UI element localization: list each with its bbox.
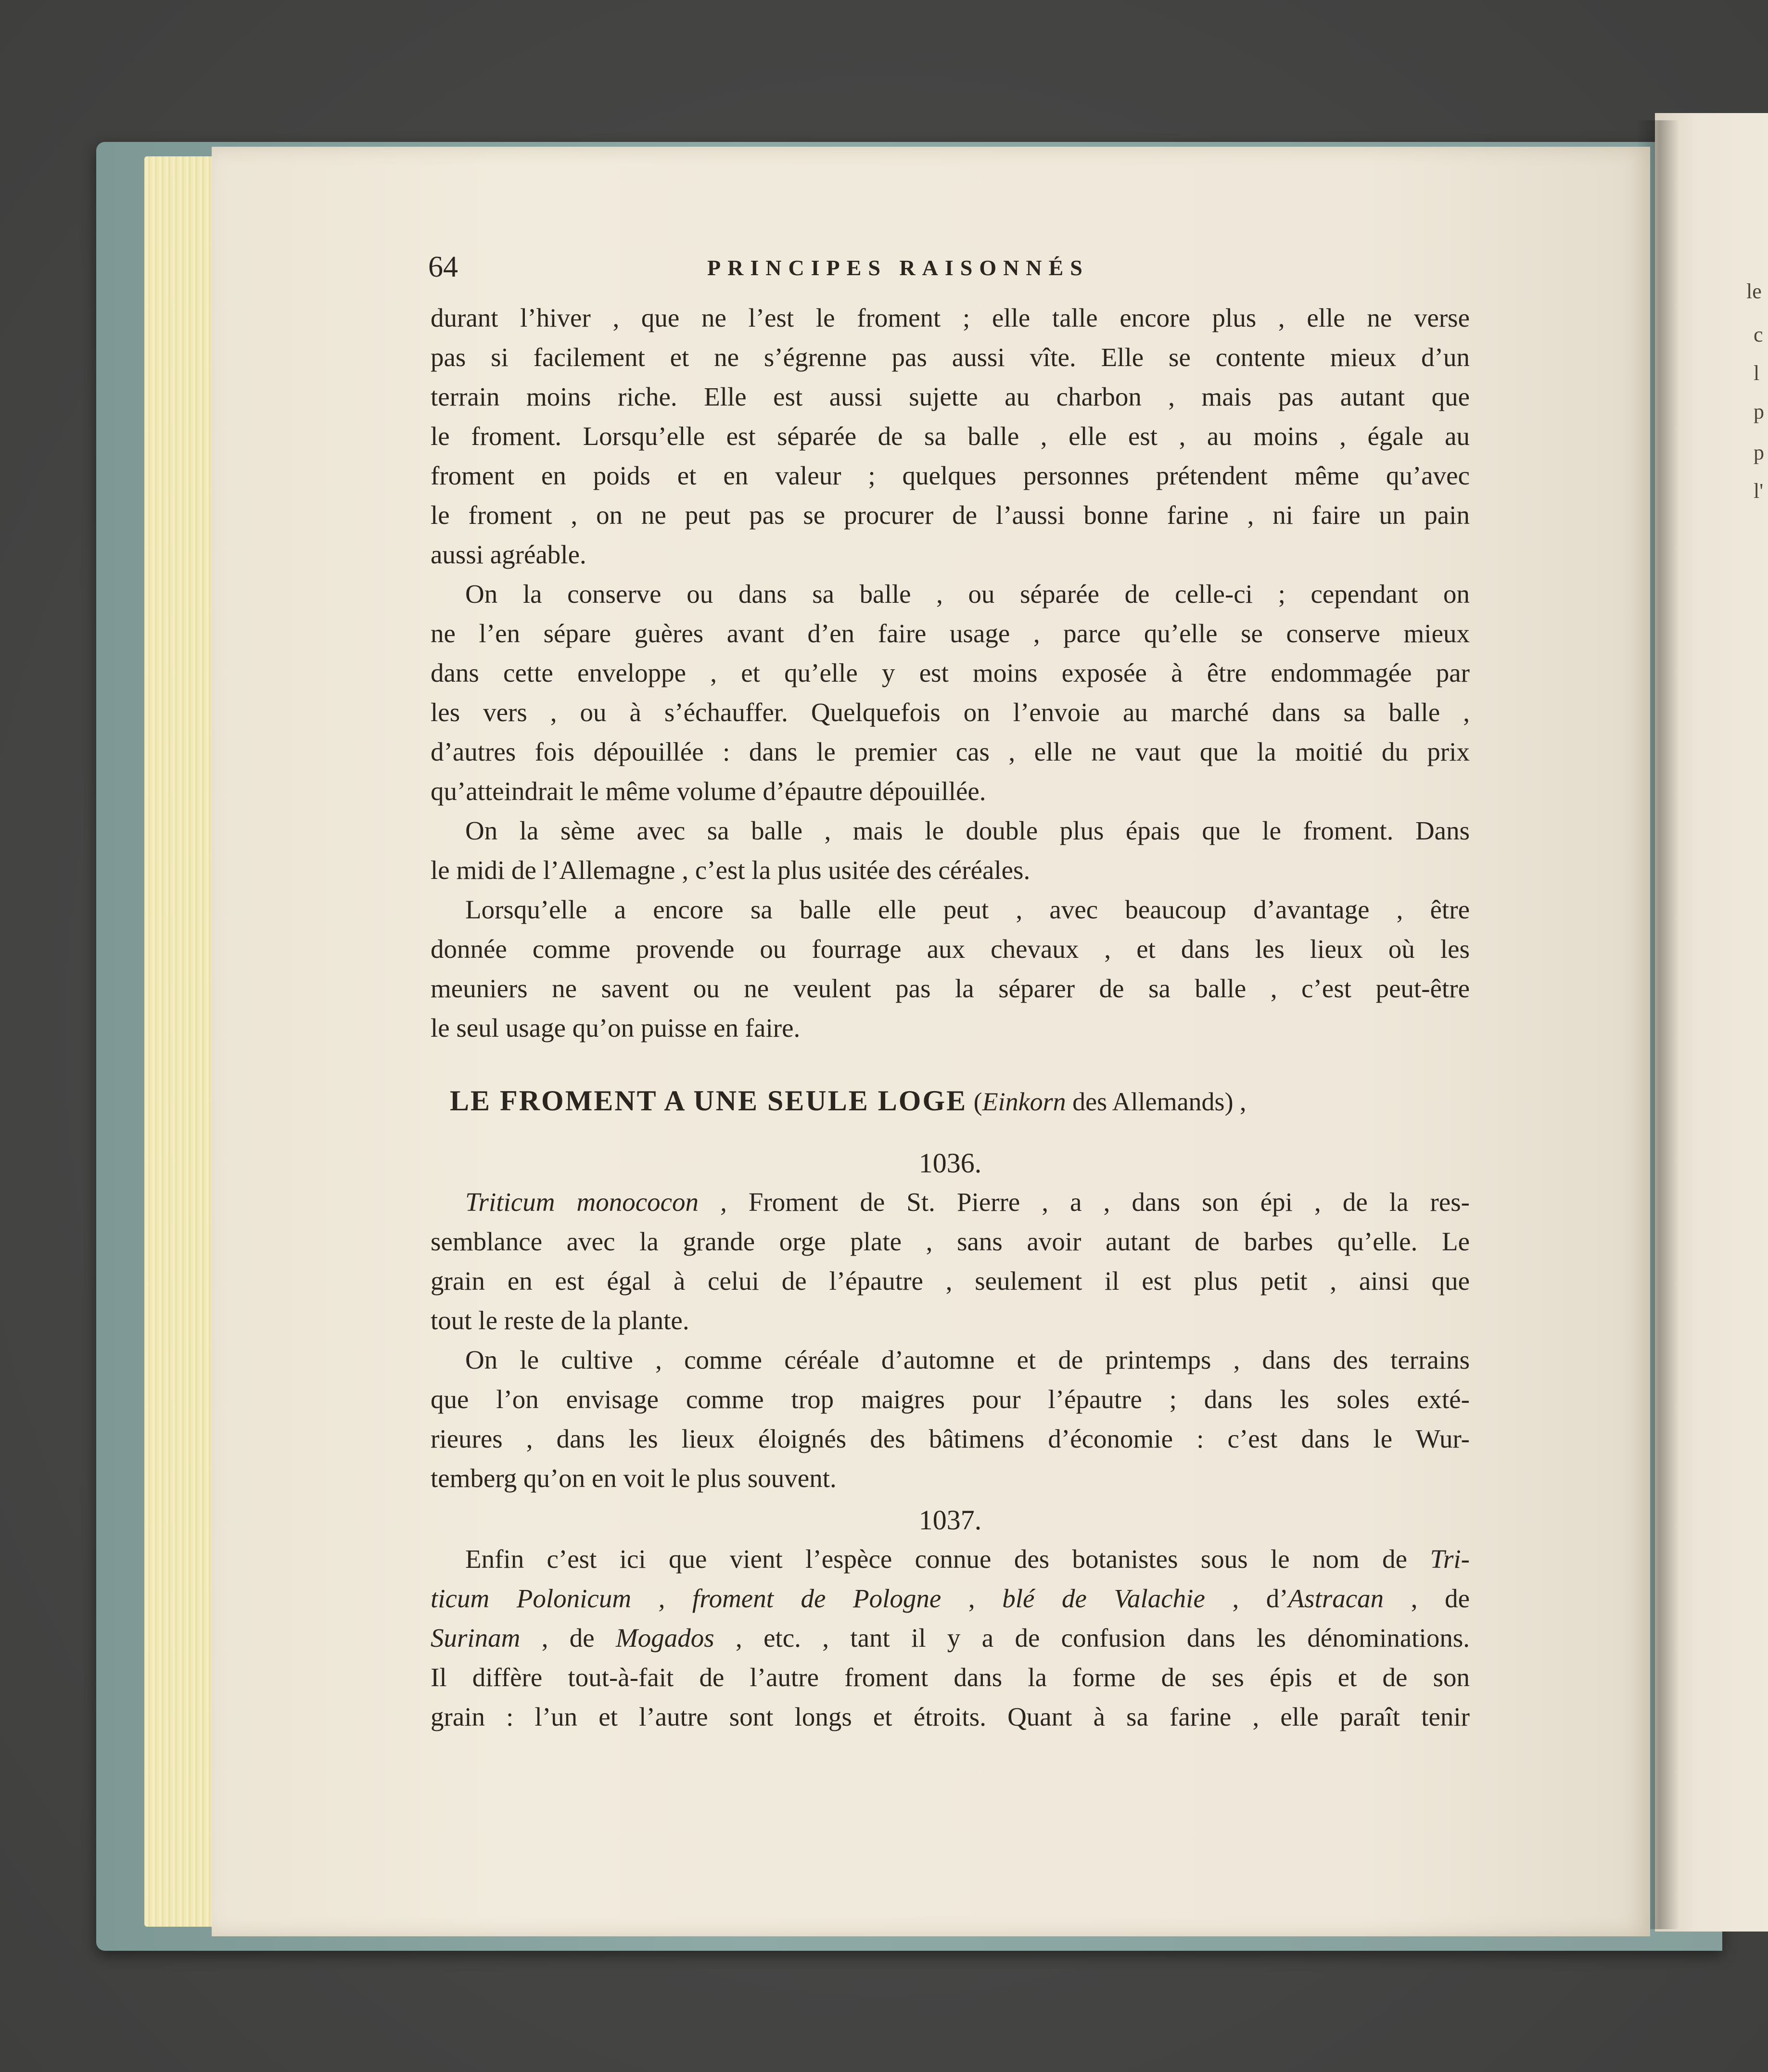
text-line: durant l’hiver , que ne l’est le froment ; elle talle encore plus , elle ne verse: [431, 303, 1470, 332]
text-run: Enfin c’est ici que vient l’espèce connue des botanistes sous le nom de: [465, 1544, 1430, 1574]
text-line: Lorsqu’elle a encore sa balle elle peut , avec beaucoup d’avantage , être: [465, 895, 1470, 924]
text-line: d’autres fois dépouillée : dans le premier cas , elle ne vaut que la moitié du prix: [431, 737, 1470, 766]
text-line: terrain moins riche. Elle est aussi sujette au charbon , mais pas autant que: [431, 382, 1470, 411]
text-line: grain : l’un et l’autre sont longs et étroits. Quant à sa farine , elle paraît tenir: [431, 1702, 1470, 1731]
facing-page-fragment: p: [1754, 400, 1764, 423]
text-line: dans cette enveloppe , et qu’elle y est moins exposée à être endommagée par: [431, 658, 1470, 687]
text-run: ,: [941, 1584, 1003, 1613]
common-name: Surinam: [431, 1623, 521, 1653]
text-line: [431, 1618, 1470, 1658]
text-run: , d’: [1205, 1584, 1288, 1613]
facing-page-fragment: p: [1754, 441, 1764, 464]
facing-page-fragment: l': [1754, 479, 1764, 503]
page-body: [431, 298, 1470, 1737]
text-line: rieures , dans les lieux éloignés des bâtimens d’économie : c’est dans le Wur-: [431, 1424, 1470, 1453]
latin-name: Tri-: [1430, 1544, 1470, 1574]
common-name: Astracan: [1288, 1584, 1384, 1613]
paragraph: [431, 890, 1470, 1048]
paragraph: [431, 1182, 1470, 1340]
text-line: [431, 1539, 1470, 1579]
latin-name: ticum Polonicum , froment de Pologne: [431, 1584, 941, 1613]
text-line: ne l’en sépare guères avant d’en faire usage , parce qu’elle se conserve mieux: [431, 619, 1470, 648]
text-line: le froment. Lorsqu’elle est séparée de sa balle , elle est , au moins , égale au: [431, 421, 1470, 451]
text-run: , de: [520, 1623, 616, 1653]
section-number: 1036.: [918, 1147, 982, 1179]
text-run: , de: [1384, 1584, 1470, 1613]
text-line: donnée comme provende ou fourrage aux chevaux , et dans les lieux où les: [431, 934, 1470, 964]
heading-italic: Einkorn: [982, 1087, 1066, 1116]
paragraph: [431, 298, 1470, 574]
paragraph: [431, 574, 1470, 811]
text-line: froment en poids et en valeur ; quelques personnes prétendent même qu’avec: [431, 461, 1470, 490]
text-line: les vers , ou à s’échauffer. Quelquefois on l’envoie au marché dans sa balle ,: [431, 698, 1470, 727]
text-line: Il diffère tout-à-fait de l’autre froment dans la forme de ses épis et de son: [431, 1663, 1470, 1692]
heading-open: (: [967, 1087, 982, 1116]
common-name: Mogados: [615, 1623, 714, 1653]
paragraph: [431, 1539, 1470, 1737]
section-number: 1037.: [918, 1504, 982, 1536]
text-line: le midi de l’Allemagne , c’est la plus usitée des céréales.: [431, 855, 1030, 885]
text-run: Froment de St. Pierre , a , dans son épi , de la res-: [726, 1187, 1470, 1217]
page-number: 64: [428, 251, 458, 283]
facing-page-fragment: l: [1754, 361, 1760, 385]
common-name: blé de Valachie: [1002, 1584, 1205, 1613]
text-line: le froment , on ne peut pas se procurer de l’aussi bonne farine , ni faire un pain: [431, 500, 1470, 530]
text-line: semblance avec la grande orge plate , sans avoir autant de barbes qu’elle. Le: [431, 1227, 1470, 1256]
running-head: PRINCIPES RAISONNÉS: [707, 255, 1089, 280]
text-line: le seul usage qu’on puisse en faire.: [431, 1013, 801, 1042]
text-line: aussi agréable.: [431, 540, 586, 569]
page-header: [428, 250, 1458, 289]
text-line: qu’atteindrait le même volume d’épautre dépouillée.: [431, 776, 986, 806]
text-line: que l’on envisage comme trop maigres pour l’épautre ; dans les soles exté-: [431, 1385, 1470, 1414]
latin-name: Triticum monococon ,: [465, 1187, 727, 1217]
facing-page-fragment: c: [1754, 323, 1763, 346]
text-line: On la conserve ou dans sa balle , ou séparée de celle-ci ; cependant on: [465, 579, 1470, 609]
text-line: pas si facilement et ne s’égrenne pas aussi vîte. Elle se contente mieux d’un: [431, 343, 1470, 372]
paragraph: [431, 1340, 1470, 1498]
text-line: tout le reste de la plante.: [431, 1306, 689, 1335]
heading-rest: des Allemands) ,: [1066, 1087, 1247, 1116]
text-line: grain en est égal à celui de l’épautre , seulement il est plus petit , ainsi que: [431, 1266, 1470, 1296]
text-line: [431, 1579, 1470, 1618]
section-heading: [431, 1077, 1470, 1125]
text-line: temberg qu’on en voit le plus souvent.: [431, 1463, 837, 1493]
text-line: On la sème avec sa balle , mais le double plus épais que le froment. Dans: [465, 816, 1470, 845]
text-line: On le cultive , comme céréale d’automne et de printemps , dans des terrains: [465, 1345, 1470, 1374]
text-line: [431, 1182, 1470, 1222]
text-run: , etc. , tant il y a de confusion dans les dénominations.: [714, 1623, 1470, 1653]
heading-main: LE FROMENT A UNE SEULE LOGE: [450, 1085, 967, 1117]
facing-page-fragment: le: [1746, 280, 1762, 303]
text-line: meuniers ne savent ou ne veulent pas la séparer de sa balle , c’est peut-être: [431, 974, 1470, 1003]
page-edges: [144, 156, 216, 1927]
paragraph: [431, 811, 1470, 890]
